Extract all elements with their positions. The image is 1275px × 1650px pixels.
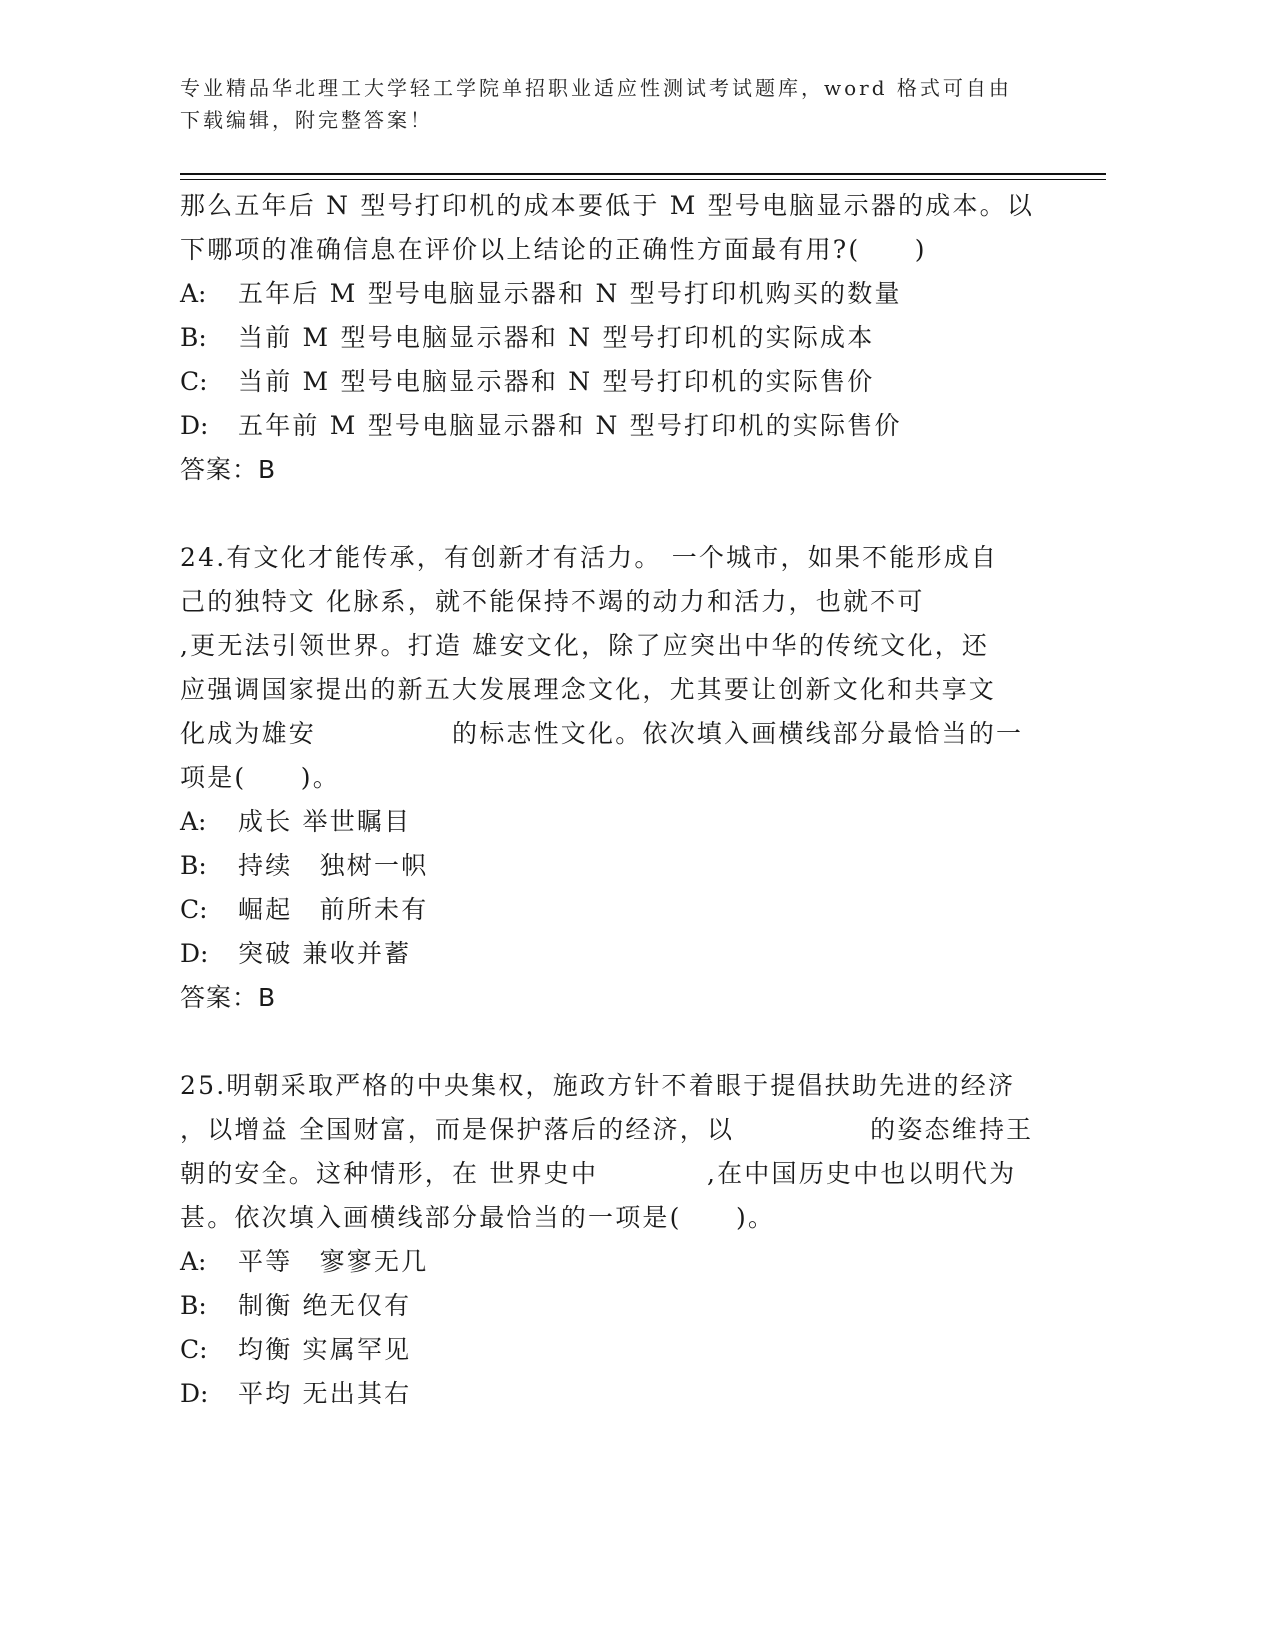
- option-c: [180, 360, 1040, 404]
- spacer: [180, 1020, 1040, 1064]
- option-a: [180, 272, 1040, 316]
- document-body: [180, 184, 1040, 1416]
- option-letter: C:: [180, 1335, 208, 1364]
- option-text: 持续 独树一帜: [238, 851, 429, 880]
- option-d: [180, 1372, 1040, 1416]
- option-text: 突破 兼收并蓄: [238, 939, 412, 968]
- option-letter: A:: [180, 279, 207, 308]
- question-25: [180, 1064, 1040, 1416]
- option-b: [180, 1284, 1040, 1328]
- option-b: [180, 316, 1040, 360]
- option-text: 平等 寥寥无几: [238, 1247, 429, 1276]
- question-stem-line: 那么五年后 N 型号打印机的成本要低于 M 型号电脑显示器的成本。以: [180, 191, 1035, 220]
- option-letter: B:: [180, 323, 207, 352]
- option-text: 平均 无出其右: [238, 1379, 412, 1408]
- document-header: [180, 72, 1040, 136]
- question-stem-line: 己的独特文 化脉系，就不能保持不竭的动力和活力，也就不可: [180, 587, 925, 616]
- option-text: 成长 举世瞩目: [238, 807, 412, 836]
- option-letter: D:: [180, 411, 209, 440]
- option-c: [180, 888, 1040, 932]
- option-letter: B:: [180, 1291, 207, 1320]
- option-text: 当前 M 型号电脑显示器和 N 型号打印机的实际成本: [238, 323, 875, 352]
- option-letter: C:: [180, 895, 208, 924]
- question-stem-line: 24.有文化才能传承，有创新才有活力。 一个城市，如果不能形成自: [180, 543, 999, 572]
- header-divider-thin: [180, 179, 1106, 180]
- question-stem-line: 甚。依次填入画横线部分最恰当的一项是( )。: [180, 1203, 776, 1232]
- option-c: [180, 1328, 1040, 1372]
- question-24: [180, 536, 1040, 1020]
- option-text: 均衡 实属罕见: [238, 1335, 412, 1364]
- question-stem-line: 下哪项的准确信息在评价以上结论的正确性方面最有用?( ): [180, 235, 927, 264]
- option-letter: A:: [180, 807, 207, 836]
- option-text: 制衡 绝无仅有: [238, 1291, 412, 1320]
- option-letter: C:: [180, 367, 208, 396]
- option-letter: D:: [180, 939, 209, 968]
- answer-line: 答案：B: [180, 455, 277, 484]
- option-text: 当前 M 型号电脑显示器和 N 型号打印机的实际售价: [238, 367, 875, 396]
- header-divider-thick: [180, 173, 1106, 175]
- header-line-2: 下载编辑，附完整答案！: [180, 108, 433, 132]
- option-a: [180, 800, 1040, 844]
- question-23: [180, 184, 1040, 492]
- option-text: 五年后 M 型号电脑显示器和 N 型号打印机购买的数量: [238, 279, 902, 308]
- option-text: 五年前 M 型号电脑显示器和 N 型号打印机的实际售价: [238, 411, 902, 440]
- header-line-1: 专业精品华北理工大学轻工学院单招职业适应性测试考试题库，word 格式可自由: [180, 76, 1012, 100]
- question-stem-line: ，以增益 全国财富，而是保护落后的经济，以 的姿态维持王: [180, 1115, 1034, 1144]
- answer-line: 答案：B: [180, 983, 277, 1012]
- question-stem-line: 化成为雄安 的标志性文化。依次填入画横线部分最恰当的一: [180, 719, 1024, 748]
- option-a: [180, 1240, 1040, 1284]
- question-stem-line: 项是( )。: [180, 763, 340, 792]
- spacer: [180, 492, 1040, 536]
- option-d: [180, 404, 1040, 448]
- option-letter: B:: [180, 851, 207, 880]
- option-b: [180, 844, 1040, 888]
- option-text: 崛起 前所未有: [238, 895, 429, 924]
- option-letter: D:: [180, 1379, 209, 1408]
- option-letter: A:: [180, 1247, 207, 1276]
- question-stem-line: ,更无法引领世界。打造 雄安文化，除了应突出中华的传统文化，还: [180, 631, 990, 660]
- question-stem-line: 朝的安全。这种情形，在 世界史中 ,在中国历史中也以明代为: [180, 1159, 1017, 1188]
- question-stem-line: 应强调国家提出的新五大发展理念文化，尤其要让创新文化和共享文: [180, 675, 997, 704]
- question-stem-line: 25.明朝采取严格的中央集权，施政方针不着眼于提倡扶助先进的经济: [180, 1071, 1016, 1100]
- option-d: [180, 932, 1040, 976]
